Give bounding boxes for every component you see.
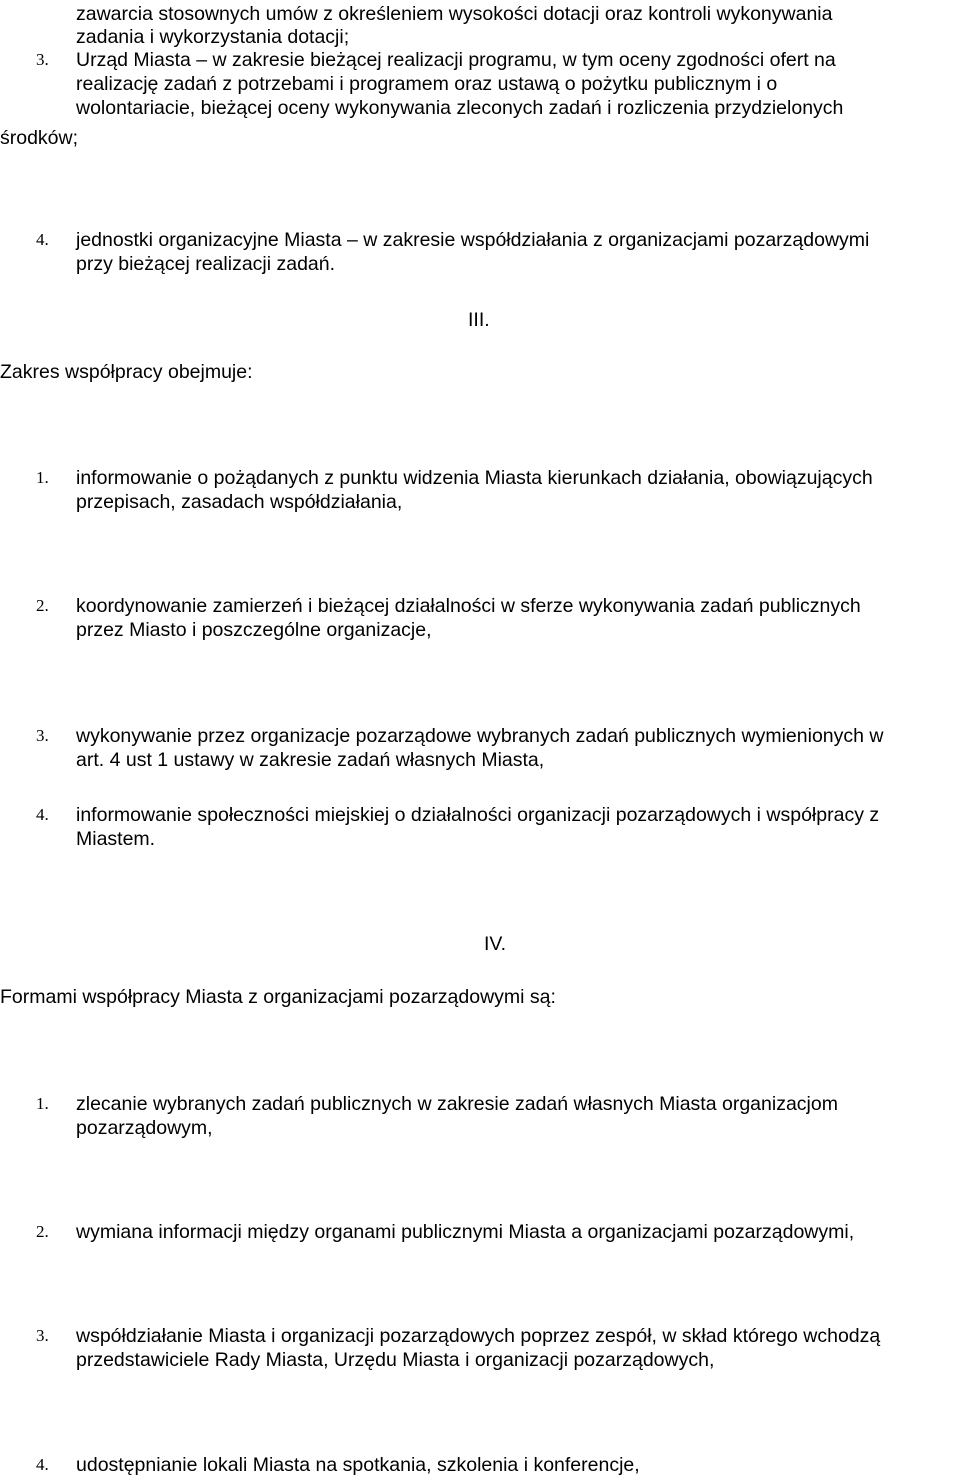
item3-line-2: realizację zadań z potrzebami i programem oraz ustawą o pożytku publicznym i o xyxy=(76,73,778,95)
s4-item1-line-1: zlecanie wybranych zadań publicznych w zakresie zadań własnych Miasta organizacjom xyxy=(76,1093,838,1115)
item3-line-4: środków; xyxy=(0,127,79,149)
section-3-intro: Zakres współpracy obejmuje: xyxy=(0,361,253,383)
intro-line-1: zawarcia stosownych umów z określeniem wysokości dotacji oraz kontroli wykonywania xyxy=(76,3,833,25)
s3-item3-line-1: wykonywanie przez organizacje pozarządowe wybranych zadań publicznych wymienionych w xyxy=(76,725,884,747)
intro-line-2: zadania i wykorzystania dotacji; xyxy=(76,26,350,48)
s3-item2-line-2: przez Miasto i poszczególne organizacje, xyxy=(76,619,432,641)
s4-item3-line-2: przedstawiciele Rady Miasta, Urzędu Miasta i organizacji pozarządowych, xyxy=(76,1349,715,1371)
s3-item1-number: 1. xyxy=(36,468,49,487)
s3-item2-number: 2. xyxy=(36,596,49,615)
s4-item2-number: 2. xyxy=(36,1222,49,1241)
s3-item4-line-2: Miastem. xyxy=(76,828,156,850)
item4-line-2: przy bieżącej realizacji zadań. xyxy=(76,253,336,275)
s3-item2-line-1: koordynowanie zamierzeń i bieżącej działalności w sferze wykonywania zadań publicznych xyxy=(76,595,861,617)
s4-item4-number: 4. xyxy=(36,1455,49,1474)
item3-line-1: Urząd Miasta – w zakresie bieżącej realizacji programu, w tym oceny zgodności ofert na xyxy=(76,49,836,71)
section-4-intro: Formami współpracy Miasta z organizacjami pozarządowymi są: xyxy=(0,986,556,1008)
s4-item1-line-2: pozarządowym, xyxy=(76,1117,213,1139)
s3-item4-line-1: informowanie społeczności miejskiej o działalności organizacji pozarządowych i współpracy z xyxy=(76,804,880,826)
item3-number: 3. xyxy=(36,50,49,69)
s4-item3-line-1: współdziałanie Miasta i organizacji pozarządowych poprzez zespół, w skład którego wchodzą xyxy=(76,1325,881,1347)
s4-item2-line-1: wymiana informacji między organami publicznymi Miasta a organizacjami pozarządowymi, xyxy=(76,1221,855,1243)
section-3-heading: III. xyxy=(468,309,490,331)
s4-item4-line-1: udostępnianie lokali Miasta na spotkania, szkolenia i konferencje, xyxy=(76,1454,640,1476)
s4-item3-number: 3. xyxy=(36,1326,49,1345)
section-4-heading: IV. xyxy=(484,933,507,955)
s3-item1-line-1: informowanie o pożądanych z punktu widzenia Miasta kierunkach działania, obowiązujących xyxy=(76,467,873,489)
s3-item1-line-2: przepisach, zasadach współdziałania, xyxy=(76,491,403,513)
item3-line-3: wolontariacie, bieżącej oceny wykonywania zleconych zadań i rozliczenia przydzielonych xyxy=(76,97,844,119)
s3-item3-line-2: art. 4 ust 1 ustawy w zakresie zadań własnych Miasta, xyxy=(76,749,545,771)
s3-item3-number: 3. xyxy=(36,726,49,745)
item4-number: 4. xyxy=(36,230,49,249)
item4-line-1: jednostki organizacyjne Miasta – w zakresie współdziałania z organizacjami pozarządowymi xyxy=(76,229,870,251)
s3-item4-number: 4. xyxy=(36,805,49,824)
s4-item1-number: 1. xyxy=(36,1094,49,1113)
